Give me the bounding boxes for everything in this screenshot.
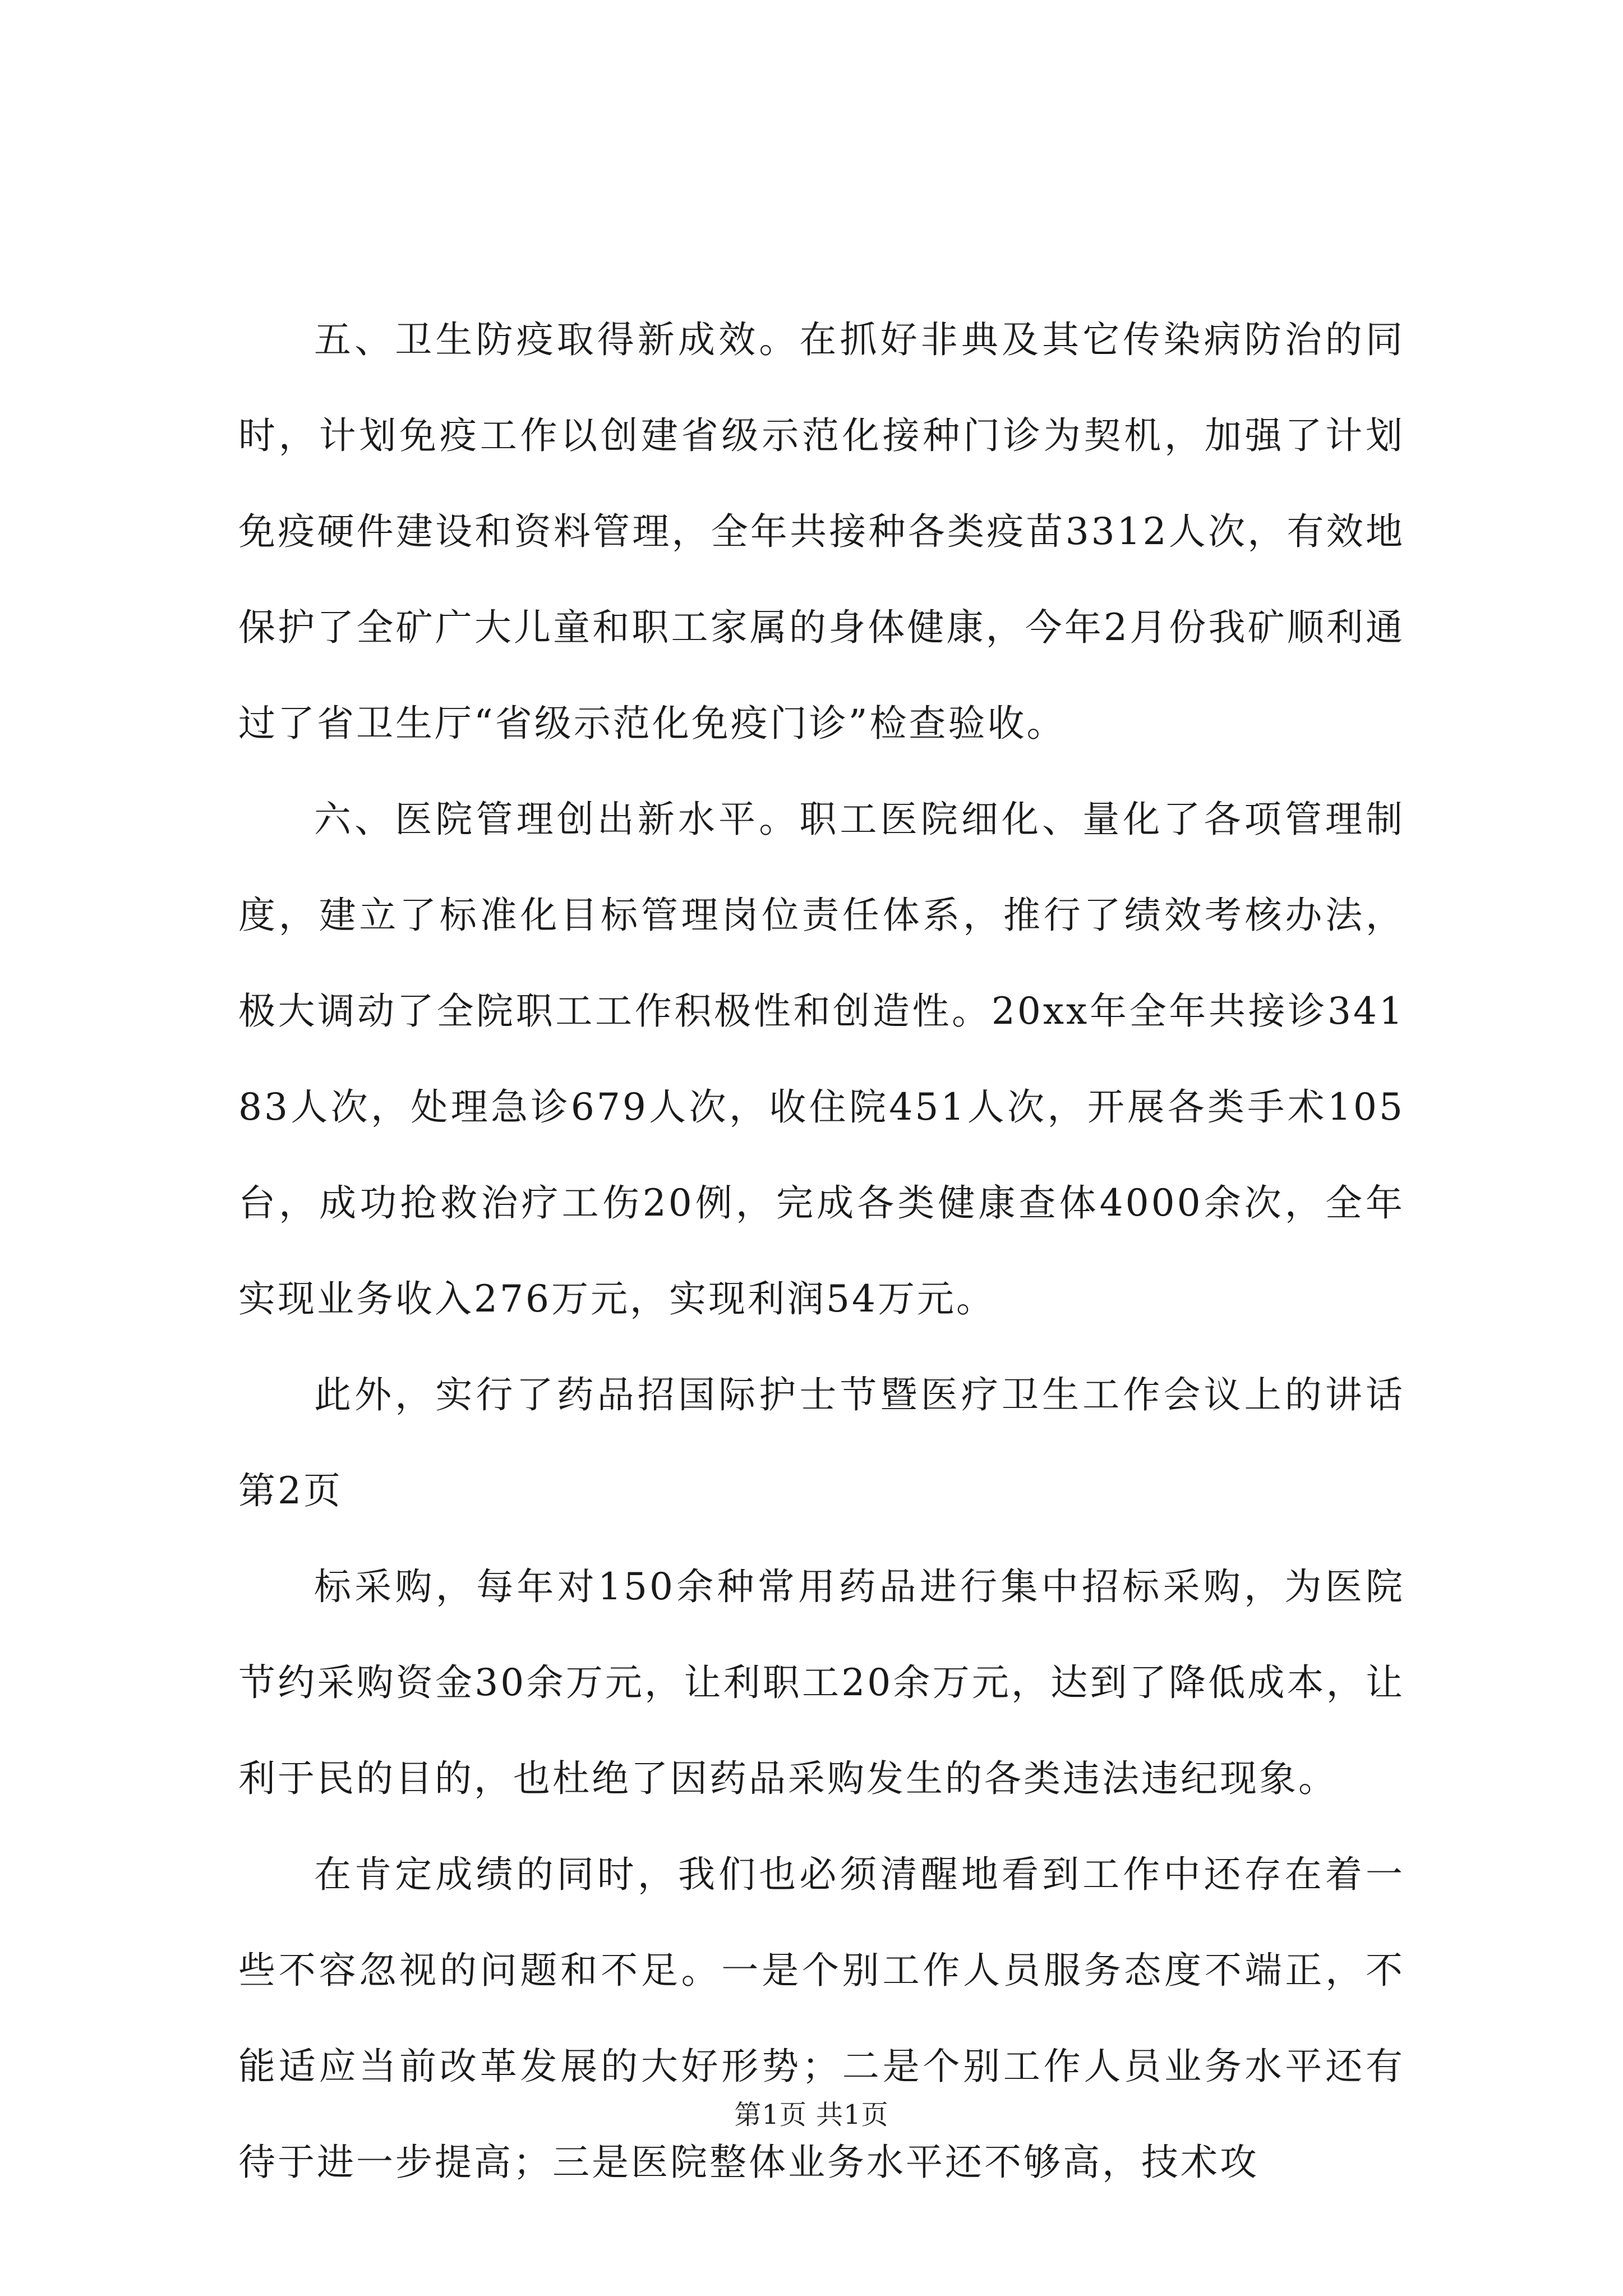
paragraph-drug-procurement-intro: 此外，实行了药品招国际护士节暨医疗卫生工作会议上的讲话第2页 [238,1373,1405,1512]
page-footer: 第1页 共1页 [734,2099,889,2131]
paragraph-problems: 在肯定成绩的同时，我们也必须清醒地看到工作中还存在着一些不容忽视的问题和不足。一是个别工作人员服务态度不端正，不能适应当前改革发展的大好形势；二是个别工作人员业务水平还有待于进一步提高；三是医院整体业务水平还不够高，技术攻 [238,1853,1405,2184]
paragraph-epidemic-prevention: 五、卫生防疫取得新成效。在抓好非典及其它传染病防治的同时，计划免疫工作以创建省级示范化接种门诊为契机，加强了计划免疫硬件建设和资料管理，全年共接种各类疫苗3312人次，有效地保护了全矿广大儿童和职工家属的身体健康，今年2月份我矿顺利通过了省卫生厅“省级示范化免疫门诊”检查验收。 [238,318,1405,745]
paragraph-drug-procurement: 标采购，每年对150余种常用药品进行集中招标采购，为医院节约采购资金30余万元，让利职工20余万元，达到了降低成本，让利于民的目的，也杜绝了因药品采购发生的各类违法违纪现象。 [238,1565,1405,1800]
paragraph-hospital-management: 六、医院管理创出新水平。职工医院细化、量化了各项管理制度，建立了标准化目标管理岗位责任体系，推行了绩效考核办法，极大调动了全院职工工作积极性和创造性。20xx年全年共接诊34183人次，处理急诊679人次，收住院451人次，开展各类手术105台，成功抢救治疗工伤20例，完成各类健康查体4000余次，全年实现业务收入276万元，实现利润54万元。 [238,798,1405,1320]
document-body [238,292,1405,2210]
